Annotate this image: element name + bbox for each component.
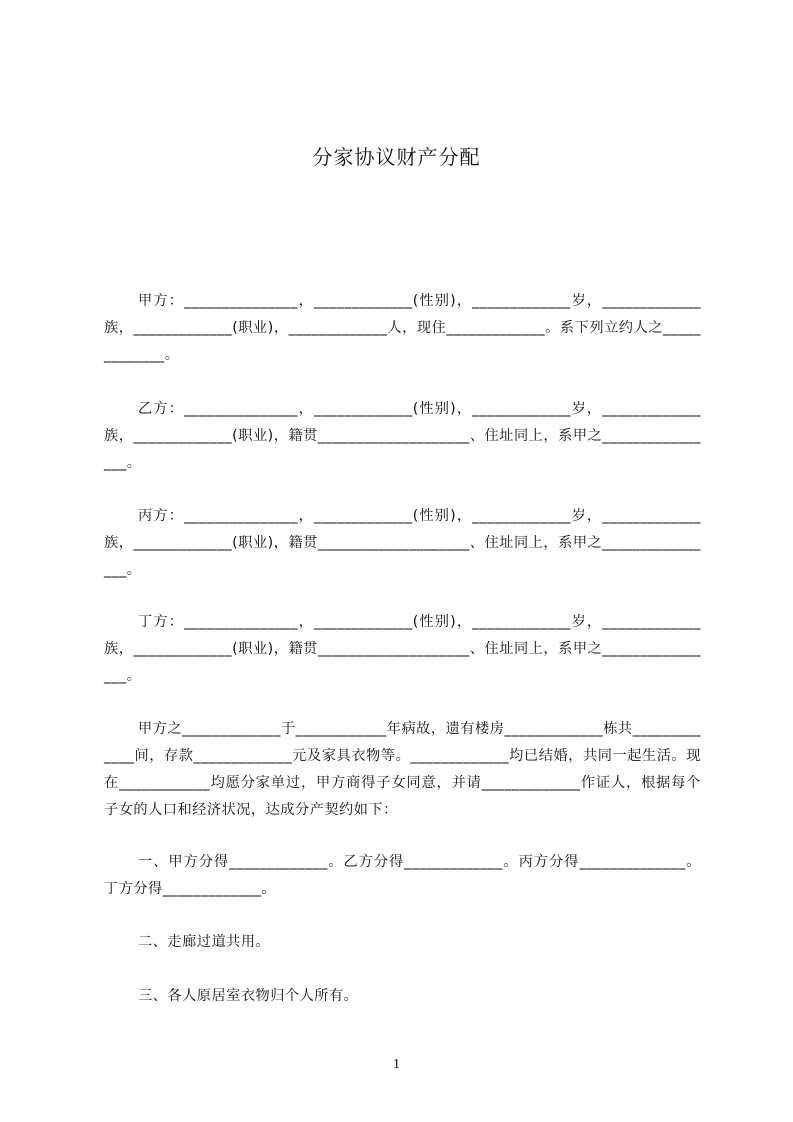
- party-jia-paragraph: 甲方：_______________，_____________(性别)，_____________岁，_____________族，_____________(职业)，_____________人，现住_____________。系下列立约人之_____________。: [104, 293, 701, 363]
- page-number: 1: [393, 1057, 400, 1072]
- clause-3-paragraph: 三、各人原居室衣物归个人所有。: [138, 988, 359, 1004]
- party-ding-paragraph: 丁方：_______________，_____________(性别)，_____________岁，_____________族，_____________(职业)，籍贯____________________、住址同上，系甲之________________。: [104, 614, 701, 684]
- clause-2-paragraph: 二、走廊过道共用。: [138, 934, 271, 950]
- background-paragraph: 甲方之_____________于____________年病故，遗有楼房_____________栋共_____________间，存款_____________元及家具衣物等。_____________均已结婚，共同一起生活。现在____________均愿分家单过，甲方商得子女同意，并请_____________作证人，根据每个子女的人口和经济状况，达成分产契约如下：: [104, 721, 701, 818]
- party-yi-paragraph: 乙方：_______________，_____________(性别)，_____________岁，_____________族，_____________(职业)，籍贯____________________、住址同上，系甲之________________。: [104, 401, 701, 471]
- party-bing-paragraph: 丙方：_______________，_____________(性别)，_____________岁，_____________族，_____________(职业)，籍贯____________________、住址同上，系甲之________________。: [104, 508, 701, 578]
- document-title: 分家协议财产分配: [312, 145, 481, 169]
- clause-1-paragraph: 一、甲方分得_____________。乙方分得_____________。丙方分得______________。丁方分得_____________。: [104, 854, 701, 897]
